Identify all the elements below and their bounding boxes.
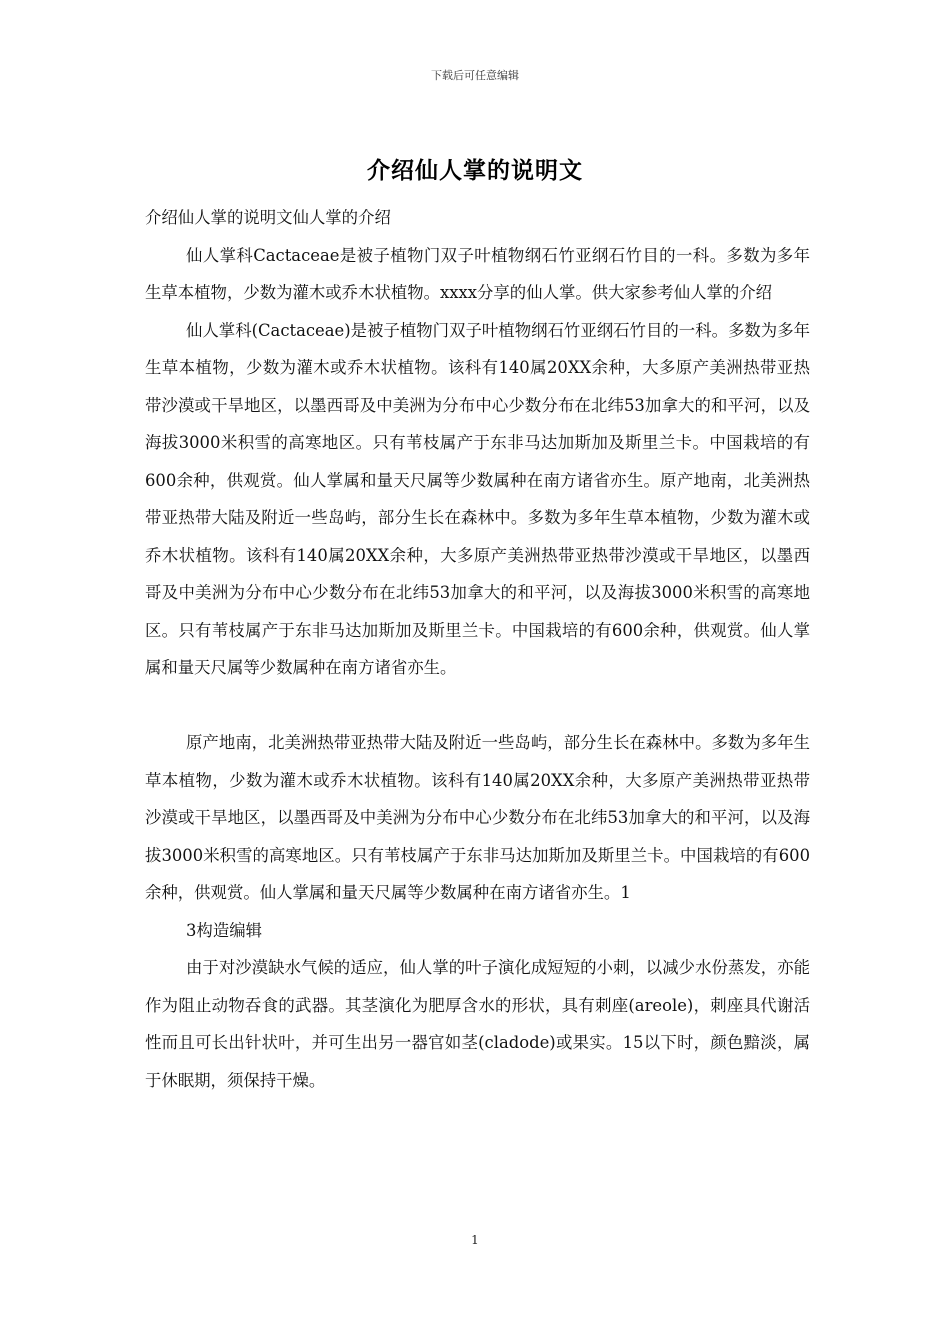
document-body	[145, 199, 810, 1099]
paragraph-3: 原产地南，北美洲热带亚热带大陆及附近一些岛屿，部分生长在森林中。多数为多年生草本植物，少数为灌木或乔木状植物。该科有140属20XX余种，大多原产美洲热带亚热带沙漠或干旱地区，以墨西哥及中美洲为分布中心少数分布在北纬53加拿大的和平河，以及海拔3000米积雪的高寒地区。只有苇枝属产于东非马达加斯加及斯里兰卡。中国栽培的有600余种，供观赏。仙人掌属和量天尺属等少数属种在南方诸省亦生。1	[145, 733, 810, 902]
document-title: 介绍仙人掌的说明文	[367, 157, 583, 184]
paragraph-2: 仙人掌科(Cactaceae)是被子植物门双子叶植物纲石竹亚纲石竹目的一科。多数为多年生草本植物，少数为灌木或乔木状植物。该科有140属20XX余种，大多原产美洲热带亚热带沙漠或干旱地区，以墨西哥及中美洲为分布中心少数分布在北纬53加拿大的和平河，以及海拔3000米积雪的高寒地区。只有苇枝属产于东非马达加斯加及斯里兰卡。中国栽培的有600余种，供观赏。仙人掌属和量天尺属等少数属种在南方诸省亦生。原产地南，北美洲热带亚热带大陆及附近一些岛屿，部分生长在森林中。多数为多年生草本植物，少数为灌木或乔木状植物。该科有140属20XX余种，大多原产美洲热带亚热带沙漠或干旱地区，以墨西哥及中美洲为分布中心少数分布在北纬53加拿大的和平河，以及海拔3000米积雪的高寒地区。只有苇枝属产于东非马达加斯加及斯里兰卡。中国栽培的有600余种，供观赏。仙人掌属和量天尺属等少数属种在南方诸省亦生。	[145, 320, 810, 677]
section-heading-structure: 3构造编辑	[186, 920, 262, 940]
page-number: 1	[471, 1233, 479, 1247]
paragraph-4: 由于对沙漠缺水气候的适应，仙人掌的叶子演化成短短的小刺，以减少水份蒸发，亦能作为阻止动物吞食的武器。其茎演化为肥厚含水的形状，具有刺座(areole)，刺座具代谢活性而且可长出针状叶，并可生出另一器官如茎(cladode)或果实。15以下时，颜色黯淡，属于休眠期，须保持干燥。	[145, 958, 810, 1090]
paragraph-spacer	[145, 687, 810, 725]
document-subtitle: 介绍仙人掌的说明文仙人掌的介绍	[145, 208, 391, 227]
page-header: 下载后可任意编辑	[431, 69, 519, 82]
paragraph-1: 仙人掌科Cactaceae是被子植物门双子叶植物纲石竹亚纲石竹目的一科。多数为多年生草本植物，少数为灌木或乔木状植物。xxxx分享的仙人掌。供大家参考仙人掌的介绍	[145, 245, 810, 302]
